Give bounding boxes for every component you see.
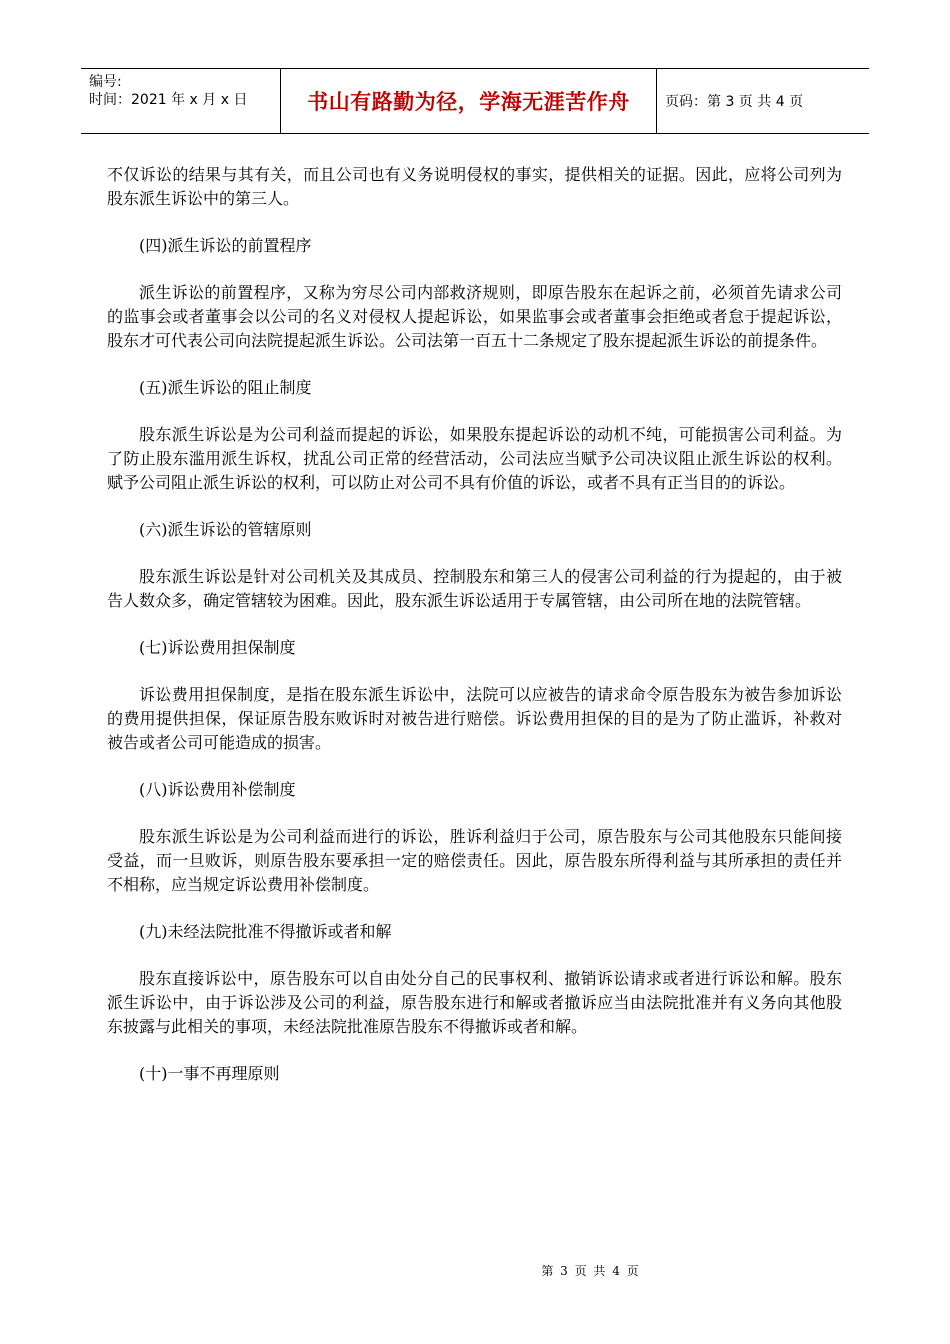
section-heading-5: (五)派生诉讼的阻止制度	[139, 378, 312, 397]
section-heading-7: (七)诉讼费用担保制度	[139, 638, 296, 657]
header-number-label: 编号:	[89, 74, 122, 90]
section-heading-9: (九)未经法院批准不得撤诉或者和解	[139, 922, 392, 941]
paragraph: 股东派生诉讼是针对公司机关及其成员、控制股东和第三人的侵害公司利益的行为提起的，由于被告人数众多，确定管辖较为困难。因此，股东派生诉讼适用于专属管辖，由公司所在地的法院管辖。	[107, 567, 842, 610]
document-body	[107, 163, 842, 1109]
section-heading-10: (十)一事不再理原则	[139, 1064, 280, 1083]
paragraph: 诉讼费用担保制度，是指在股东派生诉讼中，法院可以应被告的请求命令原告股东为被告参加诉讼的费用提供担保，保证原告股东败诉时对被告进行赔偿。诉讼费用担保的目的是为了防止滥诉，补救对被告或者公司可能造成的损害。	[107, 685, 842, 752]
section-heading-4: (四)派生诉讼的前置程序	[139, 236, 312, 255]
page-header	[81, 68, 869, 134]
paragraph: 股东派生诉讼是为公司利益而进行的诉讼，胜诉利益归于公司，原告股东与公司其他股东只能间接受益，而一旦败诉，则原告股东要承担一定的赔偿责任。因此，原告股东所得利益与其所承担的责任并不相称，应当规定诉讼费用补偿制度。	[107, 827, 842, 894]
page-footer: 第 3 页 共 4 页	[541, 1264, 639, 1278]
paragraph: 派生诉讼的前置程序，又称为穷尽公司内部救济规则，即原告股东在起诉之前，必须首先请求公司的监事会或者董事会以公司的名义对侵权人提起诉讼，如果监事会或者董事会拒绝或者怠于提起诉讼，股东才可代表公司向法院提起派生诉讼。公司法第一百五十二条规定了股东提起派生诉讼的前提条件。	[107, 283, 842, 350]
section-heading-8: (八)诉讼费用补偿制度	[139, 780, 296, 799]
header-motto: 书山有路勤为径，学海无涯苦作舟	[281, 69, 657, 133]
header-page-info: 页码：第 3 页 共 4 页	[665, 94, 804, 110]
paragraph-continued: 不仅诉讼的结果与其有关，而且公司也有义务说明侵权的事实，提供相关的证据。因此，应将公司列为股东派生诉讼中的第三人。	[107, 165, 842, 208]
paragraph: 股东派生诉讼是为公司利益而提起的诉讼，如果股东提起诉讼的动机不纯，可能损害公司利益。为了防止股东滥用派生诉权，扰乱公司正常的经营活动，公司法应当赋予公司决议阻止派生诉讼的权利。赋予公司阻止派生诉讼的权利，可以防止对公司不具有价值的诉讼，或者不具有正当目的的诉讼。	[107, 425, 842, 492]
paragraph: 股东直接诉讼中，原告股东可以自由处分自己的民事权利、撤销诉讼请求或者进行诉讼和解。股东派生诉讼中，由于诉讼涉及公司的利益，原告股东进行和解或者撤诉应当由法院批准并有义务向其他股东披露与此相关的事项，未经法院批准原告股东不得撤诉或者和解。	[107, 969, 842, 1036]
header-meta-cell	[81, 69, 281, 133]
header-time-label: 时间：2021 年 x 月 x 日	[89, 92, 248, 108]
section-heading-6: (六)派生诉讼的管辖原则	[139, 520, 312, 539]
